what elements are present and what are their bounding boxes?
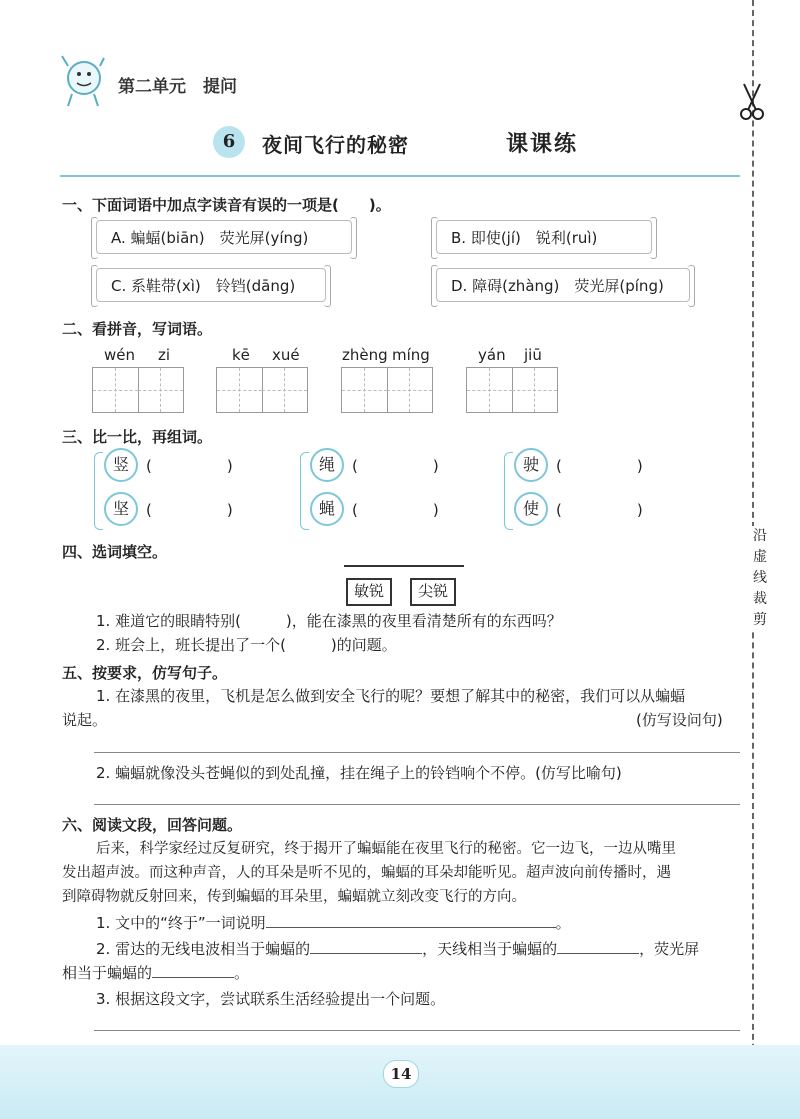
pinyin-2a: kē — [232, 346, 250, 364]
section5-q1-hint: (仿写设问句) — [636, 711, 723, 729]
section5-q2: 2. 蝙蝠就像没头苍蝇似的到处乱撞，挂在绳子上的铃铛响个不停。(仿写比喻句) — [96, 764, 622, 782]
pinyin-4a: yán — [478, 346, 506, 364]
pinyin-1a: wén — [104, 346, 136, 364]
section6-title: 六、阅读文段，回答问题。 — [62, 816, 243, 834]
writing-grid-1[interactable] — [92, 367, 184, 413]
section4-q1: 1. 难道它的眼睛特别( )，能在漆黑的夜里看清楚所有的东西吗？ — [96, 612, 562, 630]
char-1b: 坚 — [104, 492, 138, 526]
section5-q1-line2: 说起。 — [62, 711, 108, 729]
paren-1a[interactable]: ( ) — [146, 457, 233, 475]
blank-6-2c[interactable] — [152, 962, 234, 978]
section6-q1-end: 。 — [555, 914, 571, 932]
lesson-number: 6 — [213, 126, 245, 158]
cut-instruction: 沿虚线裁剪 — [749, 526, 771, 631]
header-divider — [60, 175, 740, 177]
section6-q2-text-d: 相当于蝙蝠的 — [62, 964, 153, 982]
scissors-icon — [738, 82, 766, 122]
paren-3b[interactable]: ( ) — [556, 501, 643, 519]
lesson-title: 夜间飞行的秘密 — [262, 133, 409, 157]
option-b: B. 即使(jí) 锐利(ruì) — [436, 220, 652, 254]
option-d: D. 障碍(zhàng) 荧光屏(píng) — [436, 268, 690, 302]
section6-q2-text-a: 2. 雷达的无线电波相当于蝙蝠的 — [96, 940, 311, 958]
section6-q3: 3. 根据这段文字，尝试联系生活经验提出一个问题。 — [96, 990, 446, 1008]
brace-3 — [504, 452, 513, 530]
writing-grid-4[interactable] — [466, 367, 558, 413]
page-number: 14 — [383, 1060, 419, 1088]
section3-title: 三、比一比，再组词。 — [62, 428, 213, 446]
passage-line-1: 后来，科学家经过反复研究，终于揭开了蝙蝠能在夜里飞行的秘密。它一边飞，一边从嘴里 — [96, 841, 676, 857]
char-2b: 蝇 — [310, 492, 344, 526]
word-card-hanger — [344, 565, 464, 577]
word-card-2: 尖锐 — [410, 578, 456, 606]
writing-grid-3[interactable] — [341, 367, 433, 413]
answer-line-5-2[interactable] — [94, 804, 740, 805]
word-card-1: 敏锐 — [346, 578, 392, 606]
passage-line-2: 发出超声波。而这种声音，人的耳朵是听不见的，蝙蝠的耳朵却能听见。超声波向前传播时，遇 — [62, 865, 671, 881]
section6-q2-cont — [62, 962, 249, 984]
section4-q2: 2. 班会上，班长提出了一个( )的问题。 — [96, 636, 397, 654]
section4-title: 四、选词填空。 — [62, 543, 168, 561]
char-2a: 绳 — [310, 448, 344, 482]
pinyin-4b: jiū — [524, 346, 542, 364]
blank-6-2a[interactable] — [310, 938, 422, 954]
paren-2b[interactable]: ( ) — [352, 501, 439, 519]
section6-q1-text: 1. 文中的“终于”一词说明 — [96, 914, 266, 932]
char-3a: 驶 — [514, 448, 548, 482]
mascot-logo-icon — [58, 52, 106, 108]
section6-q2-text-b: ，天线相当于蝙蝠的 — [422, 940, 558, 958]
brand-title: 课课练 — [506, 131, 579, 157]
pinyin-1b: zi — [158, 346, 171, 364]
blank-6-2b[interactable] — [557, 938, 639, 954]
brace-2 — [300, 452, 309, 530]
paren-3a[interactable]: ( ) — [556, 457, 643, 475]
section2-title: 二、看拼音，写词语。 — [62, 320, 213, 338]
char-3b: 使 — [514, 492, 548, 526]
section6-q1 — [96, 912, 571, 934]
pinyin-2b: xué — [272, 346, 300, 364]
char-1a: 竖 — [104, 448, 138, 482]
unit-label: 第二单元 提问 — [118, 77, 237, 97]
blank-6-1[interactable] — [266, 912, 556, 928]
brace-1 — [94, 452, 103, 530]
answer-line-5-1[interactable] — [94, 752, 740, 753]
passage-line-3: 到障碍物就反射回来，传到蝙蝠的耳朵里，蝙蝠就立刻改变飞行的方向。 — [62, 889, 526, 905]
pinyin-3b: míng — [392, 346, 430, 364]
paren-1b[interactable]: ( ) — [146, 501, 233, 519]
option-c: C. 系鞋带(xì) 铃铛(dāng) — [96, 268, 326, 302]
section6-q2-text-e: 。 — [234, 964, 250, 982]
paren-2a[interactable]: ( ) — [352, 457, 439, 475]
section1-title: 一、下面词语中加点字读音有误的一项是( )。 — [62, 196, 391, 214]
section6-q2 — [96, 938, 699, 960]
answer-line-6-3[interactable] — [94, 1030, 740, 1031]
section5-q1-line1: 1. 在漆黑的夜里，飞机是怎么做到安全飞行的呢？要想了解其中的秘密，我们可以从蝙蝠 — [96, 687, 686, 705]
writing-grid-2[interactable] — [216, 367, 308, 413]
pinyin-3a: zhèng — [342, 346, 388, 364]
section6-q2-text-c: ，荧光屏 — [639, 940, 700, 958]
section5-title: 五、按要求，仿写句子。 — [62, 664, 228, 682]
option-a: A. 蝙蝠(biān) 荧光屏(yíng) — [96, 220, 352, 254]
